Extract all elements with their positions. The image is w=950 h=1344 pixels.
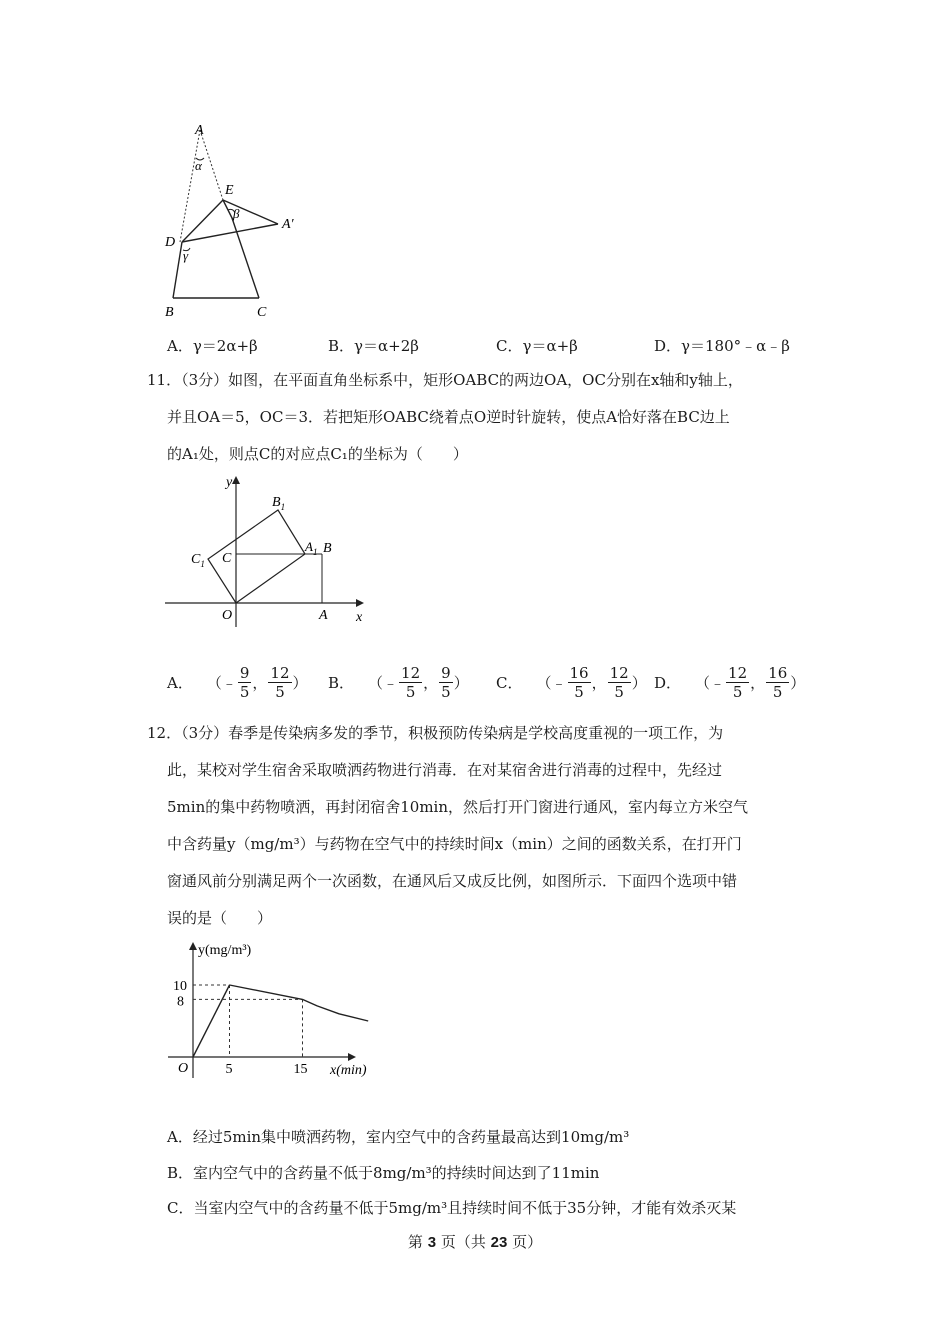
q10-label-alpha: α: [195, 158, 202, 173]
page-total: 23: [490, 1234, 508, 1251]
q12-option-b: B．室内空气中的含药量不低于8mg/m³的持续时间达到了11min: [167, 1164, 600, 1182]
q12-line-4: 中含药量y（mg/m³）与药物在空气中的持续时间x（min）之间的函数关系，在打开门: [167, 835, 742, 853]
q10-option-a: A．γ＝2α+β: [167, 337, 258, 355]
q10-label-A: A: [195, 123, 204, 138]
q11-label-C: C: [222, 551, 232, 566]
q11-label-B: B: [323, 541, 332, 556]
q11-line-1: 11．（3分）如图，在平面直角坐标系中，矩形OABC的两边OA，OC分别在x轴和y轴上，: [147, 371, 743, 389]
q11-label-x: x: [356, 610, 363, 625]
q10-figure: [155, 118, 315, 328]
series-segment-rise: [193, 985, 230, 1057]
q11-figure: [160, 472, 375, 632]
y-axis-arrow: [189, 942, 197, 950]
series-curve-inverse: [303, 999, 369, 1021]
q10-label-E: E: [225, 183, 234, 198]
q10-label-D: D: [165, 235, 176, 250]
q10-label-beta: β: [233, 206, 240, 221]
q11-option-a: A． （﹣ $\frac{9}{5}$ ， $\frac{12}{5}$ ）: [167, 664, 308, 701]
q11-option-b: B． （﹣ $\frac{12}{5}$ ， $\frac{9}{5}$ ）: [328, 664, 469, 701]
q12-option-a: A．经过5min集中喷洒药物，室内空气中的含药量最高达到10mg/m³: [167, 1128, 630, 1146]
q10-option-d: D．γ＝180°﹣α﹣β: [654, 337, 790, 355]
q12-line-1: 12．（3分）春季是传染病多发的季节，积极预防传染病是学校高度重视的一项工作，为: [147, 724, 724, 742]
q12-line-6: 误的是（ ）: [167, 909, 273, 927]
x-axis-arrow: [348, 1053, 356, 1061]
q11-label-A1: $A_1$: [305, 539, 318, 557]
x-tick-15: 15: [293, 1062, 308, 1077]
page-number: 3: [427, 1234, 437, 1251]
q12-line-5: 窗通风前分别满足两个一次函数，在通风后又成反比例，如图所示．下面四个选项中错: [167, 872, 738, 890]
q11-label-C1: $C_1$: [191, 552, 205, 569]
q11-option-d: D． （﹣ $\frac{12}{5}$ ， $\frac{16}{5}$ ）: [654, 664, 806, 701]
q11-option-c: C． （﹣ $\frac{16}{5}$ ， $\frac{12}{5}$ ）: [496, 664, 647, 701]
x-axis-label: x(min): [330, 1063, 367, 1078]
q12-graph: [160, 938, 390, 1088]
origin-label: O: [178, 1061, 189, 1076]
q11-line-3: 的A₁处，则点C的对应点C₁的坐标为（ ）: [167, 445, 468, 463]
y-tick-10: 10: [173, 979, 187, 994]
y-tick-8: 8: [177, 994, 184, 1010]
q10-option-b: B．γ＝α+2β: [328, 337, 419, 355]
q10-option-c: C．γ＝α+β: [496, 337, 578, 355]
q10-label-A-prime: A′: [282, 217, 294, 232]
page-footer: 第 3 页（共 23 页）: [407, 1233, 543, 1251]
x-tick-5: 5: [225, 1062, 233, 1077]
y-axis-label: y(mg/m³): [198, 943, 252, 958]
q11-label-O: O: [222, 608, 233, 623]
q11-line-2: 并且OA＝5，OC＝3．若把矩形OABC绕着点O逆时针旋转，使点A恰好落在BC边上: [167, 408, 730, 426]
q10-label-gamma: γ: [183, 248, 189, 263]
q12-option-c: C．当室内空气中的含药量不低于5mg/m³且持续时间不低于35分钟，才能有效杀灭某: [167, 1199, 737, 1217]
q11-label-A: A: [319, 608, 328, 623]
q12-line-3: 5min的集中药物喷洒，再封闭宿舍10min，然后打开门窗进行通风，室内每立方米空气: [167, 798, 748, 816]
q11-label-B1: $B_1$: [272, 495, 286, 512]
series-segment-decline: [230, 985, 303, 999]
q10-label-C: C: [257, 305, 267, 320]
q12-line-2: 此，某校对学生宿舍采取喷洒药物进行消毒．在对某宿舍进行消毒的过程中，先经过: [167, 761, 723, 779]
q11-label-y: y: [226, 475, 233, 490]
q10-label-B: B: [165, 305, 174, 320]
